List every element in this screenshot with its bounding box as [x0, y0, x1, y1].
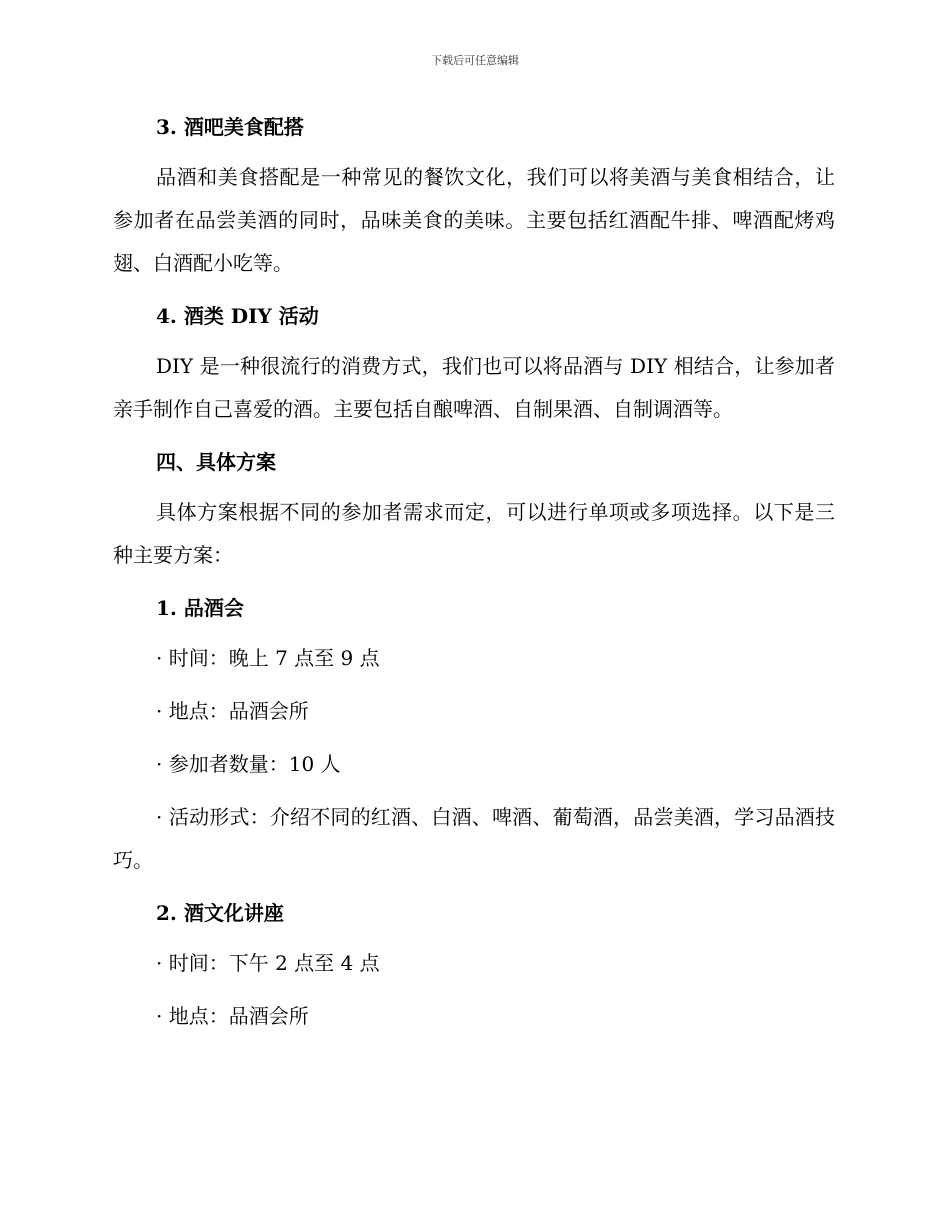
plan1-count: · 参加者数量：10 人	[156, 752, 341, 776]
plan-heading-2: 2. 酒文化讲座	[156, 901, 284, 925]
part-heading-4: 四、具体方案	[156, 450, 276, 474]
plan1-form: · 活动形式：介绍不同的红酒、白酒、啤酒、葡萄酒，品尝美酒，学习品酒技巧。	[113, 805, 835, 872]
part-paragraph-4: 具体方案根据不同的参加者需求而定，可以进行单项或多项选择。以下是三种主要方案：	[113, 500, 835, 567]
section-heading-4: 4. 酒类 DIY 活动	[156, 304, 319, 328]
plan2-place: · 地点：品酒会所	[156, 1004, 309, 1028]
plan2-time: · 时间：下午 2 点至 4 点	[156, 951, 380, 975]
plan1-time: · 时间：晚上 7 点至 9 点	[156, 646, 380, 670]
section-paragraph-3: 品酒和美食搭配是一种常见的餐饮文化，我们可以将美酒与美食相结合，让参加者在品尝美酒的同时，品味美食的美味。主要包括红酒配牛排、啤酒配烤鸡翅、白酒配小吃等。	[113, 165, 835, 275]
page-header: 下载后可任意编辑	[431, 54, 519, 67]
section-paragraph-4: DIY 是一种很流行的消费方式，我们也可以将品酒与 DIY 相结合，让参加者亲手制作自己喜爱的酒。主要包括自酿啤酒、自制果酒、自制调酒等。	[113, 354, 835, 421]
plan1-place: · 地点：品酒会所	[156, 699, 309, 723]
document-body	[113, 108, 835, 1038]
section-heading-3: 3. 酒吧美食配搭	[156, 115, 304, 139]
plan-heading-1: 1. 品酒会	[156, 596, 244, 620]
